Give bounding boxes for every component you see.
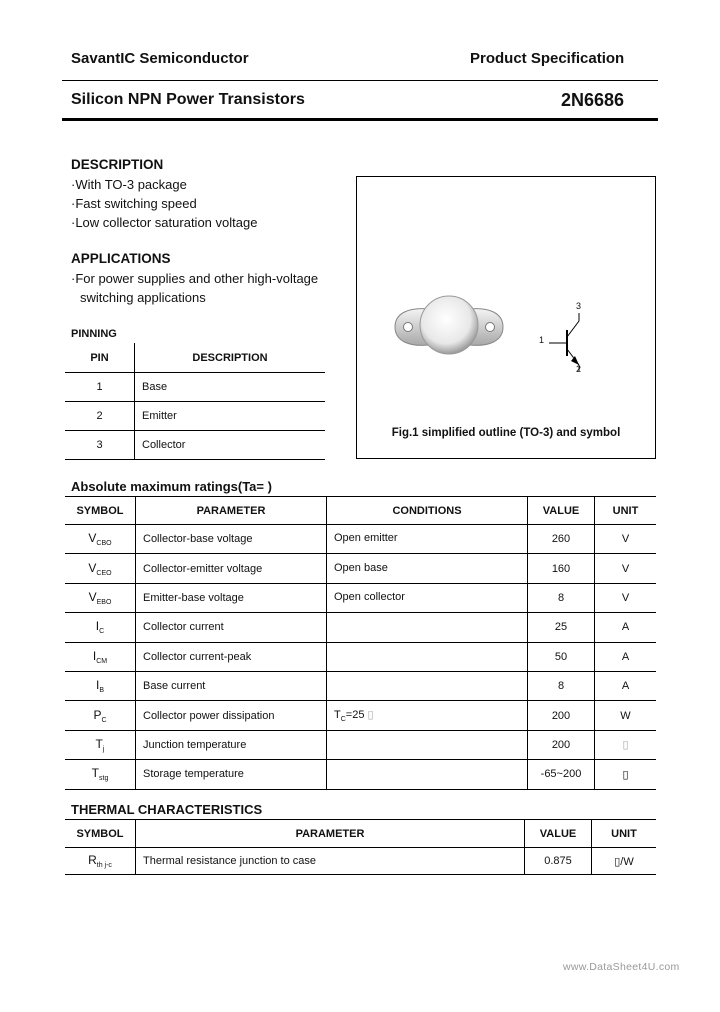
conditions-cell: Open collector	[327, 583, 528, 612]
value-cell: 8	[528, 583, 595, 612]
description-title: DESCRIPTION	[71, 157, 164, 172]
conditions-cell: Open base	[327, 554, 528, 583]
parameter-cell: Collector power dissipation	[136, 701, 327, 730]
unit-cell: A	[595, 642, 657, 671]
absolute-max-table	[65, 496, 656, 790]
applications-list	[71, 269, 318, 307]
degree-glyph-icon: ▯	[614, 855, 621, 868]
col-parameter: PARAMETER	[136, 497, 327, 525]
conditions-cell: $T_C=25$ ▯	[327, 701, 528, 730]
value-cell: 260	[528, 525, 595, 554]
parameter-cell: Thermal resistance junction to case	[136, 848, 525, 875]
pin-description: Collector	[135, 431, 326, 460]
pinning-table	[65, 343, 325, 460]
unit-cell: V	[595, 554, 657, 583]
figure-caption: Fig.1 simplified outline (TO-3) and symbol	[391, 427, 621, 439]
table-row	[65, 583, 656, 612]
unit-cell: ▯/W	[592, 848, 657, 875]
conditions-cell	[327, 760, 528, 789]
value-cell: 160	[528, 554, 595, 583]
degree-glyph-icon: ▯	[622, 739, 629, 752]
part-number: 2N6686	[561, 90, 625, 110]
parameter-cell: Collector current	[136, 613, 327, 642]
symbol-cell: $I_C$	[65, 613, 136, 642]
table-row	[65, 613, 656, 642]
conditions-cell	[327, 671, 528, 700]
pin-description: Emitter	[135, 402, 326, 431]
col-value: VALUE	[528, 497, 595, 525]
table-row	[65, 554, 656, 583]
symbol-cell: $R_{th j-c}$	[65, 848, 136, 875]
description-item: ·Low collector saturation voltage	[71, 215, 258, 230]
header-thick-divider	[62, 118, 658, 121]
col-conditions: CONDITIONS	[327, 497, 528, 525]
table-row	[65, 373, 325, 402]
parameter-cell: Collector-base voltage	[136, 525, 327, 554]
table-row	[65, 730, 656, 759]
value-cell: 8	[528, 671, 595, 700]
symbol-cell: $T_j$	[65, 730, 136, 759]
unit-cell	[595, 760, 657, 789]
company-name: SavantIC Semiconductor	[71, 50, 249, 67]
unit-cell: V	[595, 525, 657, 554]
header-divider	[62, 80, 658, 81]
parameter-cell: Junction temperature	[136, 730, 327, 759]
watermark: www.DataSheet4U.com	[563, 961, 680, 973]
conditions-cell: Open emitter	[327, 525, 528, 554]
symbol-cell: $V_{CEO}$	[65, 554, 136, 583]
description-item: ·Fast switching speed	[71, 196, 197, 211]
pin-number: 3	[65, 431, 135, 460]
symbol-cell: $V_{EBO}$	[65, 583, 136, 612]
pin-label-2: 2	[576, 364, 582, 374]
spec-label: Product Specification	[470, 50, 625, 67]
pin-label-1: 1	[539, 335, 545, 345]
parameter-cell: Storage temperature	[136, 760, 327, 789]
pin-label-3: 3	[576, 301, 582, 311]
applications-title: APPLICATIONS	[71, 251, 171, 266]
figure-box	[356, 176, 656, 459]
value-cell: 200	[528, 701, 595, 730]
conditions-cell	[327, 730, 528, 759]
symbol-cell: $V_{CBO}$	[65, 525, 136, 554]
pin-number: 1	[65, 373, 135, 402]
table-row	[65, 402, 325, 431]
degree-glyph-icon: ▯	[364, 709, 374, 722]
conditions-cell	[327, 613, 528, 642]
value-cell: -65~200	[528, 760, 595, 789]
description-item: ·With TO-3 package	[71, 177, 187, 192]
unit-cell	[595, 730, 657, 759]
thermal-title: THERMAL CHARACTERISTICS	[71, 802, 263, 817]
product-subtitle: Silicon NPN Power Transistors	[71, 91, 305, 108]
degree-glyph-icon: ▯	[622, 768, 629, 781]
pin-header: PIN	[65, 343, 135, 373]
col-value: VALUE	[525, 820, 592, 848]
parameter-cell: Emitter-base voltage	[136, 583, 327, 612]
table-row	[65, 431, 325, 460]
table-row	[65, 671, 656, 700]
col-unit: UNIT	[595, 497, 657, 525]
table-row	[65, 642, 656, 671]
symbol-cell: $I_{CM}$	[65, 642, 136, 671]
table-row	[65, 525, 656, 554]
table-row	[65, 760, 656, 789]
pin-description: Base	[135, 373, 326, 402]
col-symbol: SYMBOL	[65, 497, 136, 525]
conditions-cell	[327, 642, 528, 671]
col-unit: UNIT	[592, 820, 657, 848]
parameter-cell: Collector-emitter voltage	[136, 554, 327, 583]
value-cell: 0.875	[525, 848, 592, 875]
unit-cell: A	[595, 671, 657, 700]
unit-cell: A	[595, 613, 657, 642]
table-row	[65, 701, 656, 730]
symbol-cell: $P_C$	[65, 701, 136, 730]
value-cell: 25	[528, 613, 595, 642]
parameter-cell: Collector current-peak	[136, 642, 327, 671]
col-parameter: PARAMETER	[136, 820, 525, 848]
symbol-cell: $I_B$	[65, 671, 136, 700]
unit-cell: W	[595, 701, 657, 730]
col-symbol: SYMBOL	[65, 820, 136, 848]
applications-line: switching applications	[80, 290, 206, 305]
table-row	[65, 848, 656, 875]
value-cell: 200	[528, 730, 595, 759]
description-list	[71, 175, 257, 232]
thermal-table	[65, 819, 656, 875]
absolute-max-title: Absolute maximum ratings(Ta= )	[71, 479, 272, 494]
unit-cell: V	[595, 583, 657, 612]
applications-line: ·For power supplies and other high-voltage	[71, 271, 319, 286]
pin-desc-header: DESCRIPTION	[135, 343, 326, 373]
pin-number: 2	[65, 402, 135, 431]
symbol-cell: $T_{stg}$	[65, 760, 136, 789]
pinning-title: PINNING	[71, 328, 117, 340]
parameter-cell: Base current	[136, 671, 327, 700]
value-cell: 50	[528, 642, 595, 671]
